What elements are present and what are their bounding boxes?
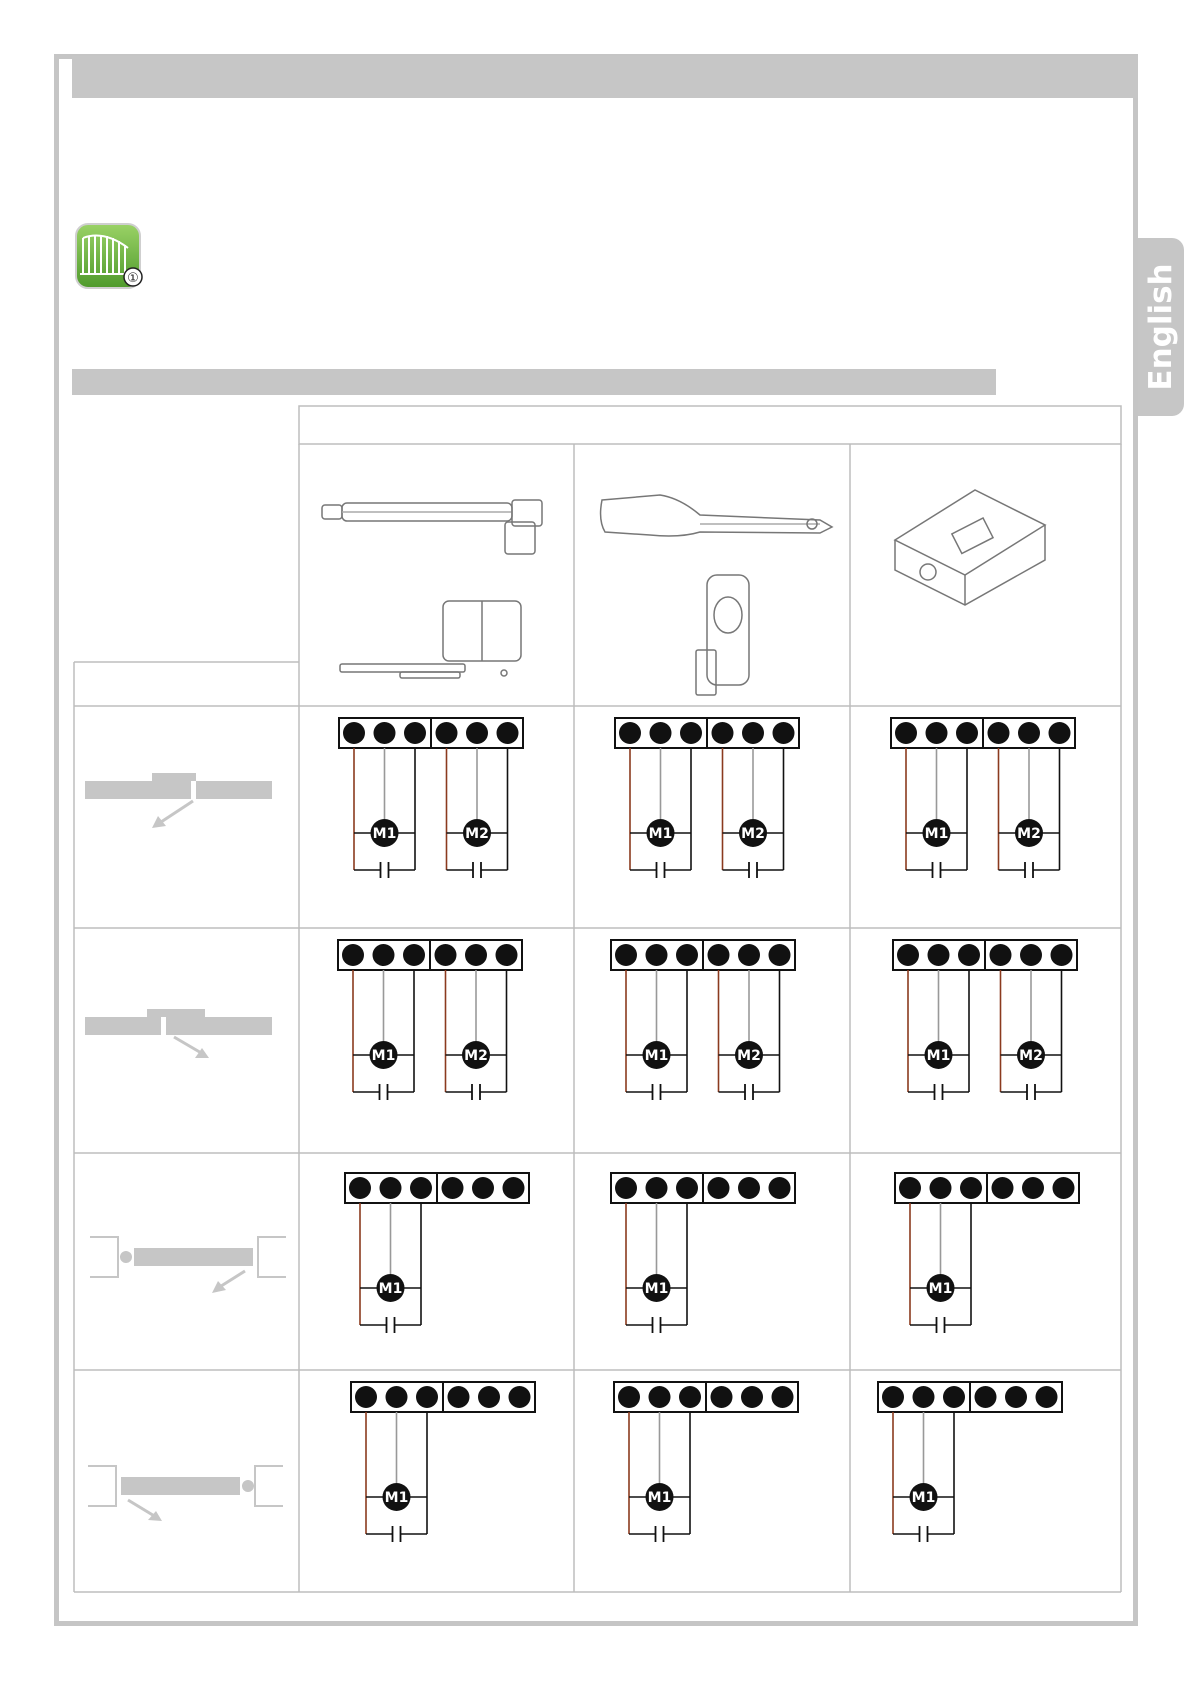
terminal-screw (708, 944, 730, 966)
wiring-diagram-double-r2c3 (893, 940, 1077, 1100)
terminal-screw (403, 944, 425, 966)
terminal-screw (975, 1386, 997, 1408)
terminal-screw (343, 722, 365, 744)
terminal-screw (618, 1386, 640, 1408)
terminal-screw (355, 1386, 377, 1408)
terminal-screw (1005, 1386, 1027, 1408)
terminal-screw (676, 1177, 698, 1199)
terminal-screw (773, 722, 795, 744)
app-icon-badge: ① (127, 271, 139, 286)
terminal-screw (646, 1177, 668, 1199)
terminal-screw (416, 1386, 438, 1408)
articulated-arm-operator-icon (340, 601, 521, 678)
underground-operator-icon (895, 490, 1045, 605)
terminal-screw (1051, 944, 1073, 966)
motor-label: M1 (384, 1490, 409, 1506)
terminal-screw (769, 1177, 791, 1199)
terminal-screw (373, 944, 395, 966)
arm-operator-icon (601, 495, 832, 536)
motor-label: M2 (1019, 1048, 1043, 1064)
wiring-diagram-single-r4c1 (351, 1382, 535, 1542)
terminal-screw (930, 1177, 952, 1199)
wiring-diagram-double-r1c1 (339, 718, 523, 878)
terminal-screw (943, 1386, 965, 1408)
motor-label: M2 (741, 826, 765, 842)
terminal-screw (1049, 722, 1071, 744)
terminal-screw (772, 1386, 794, 1408)
terminal-screw (769, 944, 791, 966)
motor-label: M1 (647, 1490, 672, 1506)
terminal-screw (448, 1386, 470, 1408)
terminal-screw (465, 944, 487, 966)
wiring-diagram-double-r2c2 (611, 940, 795, 1100)
terminal-screw (680, 722, 702, 744)
terminal-screw (895, 722, 917, 744)
terminal-screw (741, 1386, 763, 1408)
wiring-diagram-single-r3c2 (611, 1173, 795, 1333)
motor-label: M1 (648, 826, 673, 842)
terminal-screw (374, 722, 396, 744)
linear-actuator-icon (322, 500, 542, 554)
terminal-screw (1020, 944, 1042, 966)
wiring-diagram-double-r2c1 (338, 940, 522, 1100)
terminal-screw (410, 1177, 432, 1199)
terminal-screw (708, 1177, 730, 1199)
terminal-screw (738, 1177, 760, 1199)
terminal-screw (615, 1177, 637, 1199)
table-grid (74, 406, 1121, 1592)
double-leaf-open-outward-icon (85, 1009, 272, 1058)
wiring-diagram-single-r4c2 (614, 1382, 798, 1542)
terminal-screw (342, 944, 364, 966)
terminal-screw (897, 944, 919, 966)
motor-label: M2 (465, 826, 489, 842)
terminal-screw (958, 944, 980, 966)
terminal-screw (712, 722, 734, 744)
terminal-screw (926, 722, 948, 744)
terminal-screw (646, 944, 668, 966)
terminal-screw (649, 1386, 671, 1408)
wiring-diagram-double-r1c3 (891, 718, 1075, 878)
single-leaf-left-icon (90, 1237, 286, 1293)
terminal-screw (711, 1386, 733, 1408)
language-tab-label: English (1143, 263, 1179, 391)
terminal-screw (913, 1386, 935, 1408)
terminal-screw (436, 722, 458, 744)
header-row-cell (299, 406, 1121, 444)
motor-label: M1 (924, 826, 949, 842)
terminal-screw (478, 1386, 500, 1408)
terminal-screw (442, 1177, 464, 1199)
wiring-diagram-double-r1c2 (615, 718, 799, 878)
terminal-screw (1022, 1177, 1044, 1199)
wiring-diagram-single-r3c3 (895, 1173, 1079, 1333)
motor-label: M1 (926, 1048, 951, 1064)
motor-label: M1 (911, 1490, 936, 1506)
column-operator-icon (696, 575, 749, 695)
terminal-screw (992, 1177, 1014, 1199)
terminal-screw (466, 722, 488, 744)
terminal-screw (990, 944, 1012, 966)
terminal-screw (676, 944, 698, 966)
terminal-screw (619, 722, 641, 744)
terminal-screw (472, 1177, 494, 1199)
single-leaf-right-icon (88, 1466, 283, 1521)
terminal-screw (650, 722, 672, 744)
wiring-diagram-single-r4c3 (878, 1382, 1062, 1542)
motor-label: M2 (1017, 826, 1041, 842)
terminal-screw (1036, 1386, 1058, 1408)
terminal-screw (349, 1177, 371, 1199)
terminal-screw (956, 722, 978, 744)
terminal-screw (960, 1177, 982, 1199)
terminal-screw (1018, 722, 1040, 744)
terminal-screw (503, 1177, 525, 1199)
wiring-diagrams (338, 718, 1079, 1542)
motor-label: M1 (371, 1048, 396, 1064)
wiring-diagram-single-r3c1 (345, 1173, 529, 1333)
terminal-screw (380, 1177, 402, 1199)
terminal-screw (882, 1386, 904, 1408)
terminal-screw (1053, 1177, 1075, 1199)
motor-label: M1 (644, 1281, 669, 1297)
motor-label: M1 (378, 1281, 403, 1297)
motor-label: M1 (928, 1281, 953, 1297)
terminal-screw (497, 722, 519, 744)
motor-label: M2 (464, 1048, 488, 1064)
terminal-screw (988, 722, 1010, 744)
terminal-screw (435, 944, 457, 966)
terminal-screw (615, 944, 637, 966)
terminal-screw (496, 944, 518, 966)
terminal-screw (742, 722, 764, 744)
terminal-screw (899, 1177, 921, 1199)
terminal-screw (386, 1386, 408, 1408)
terminal-screw (679, 1386, 701, 1408)
double-leaf-open-inward-icon (85, 773, 272, 828)
terminal-screw (738, 944, 760, 966)
motor-label: M1 (644, 1048, 669, 1064)
terminal-screw (928, 944, 950, 966)
motor-label: M1 (372, 826, 397, 842)
motor-label: M2 (737, 1048, 761, 1064)
terminal-screw (404, 722, 426, 744)
terminal-screw (509, 1386, 531, 1408)
